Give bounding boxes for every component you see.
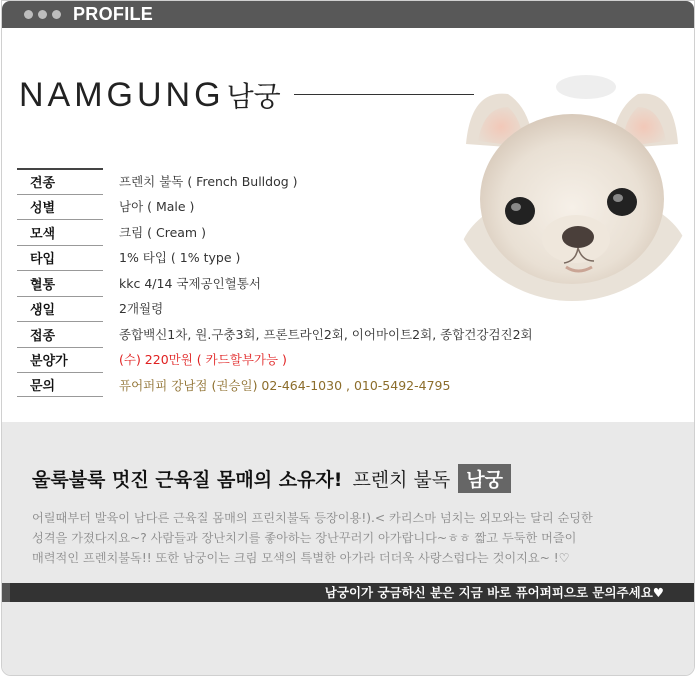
info-row-pedigree [17, 270, 261, 296]
header-title: PROFILE [73, 4, 154, 24]
dog-name-en: NAMGUNG [19, 76, 225, 114]
description-heading-name-tag: 남궁 [458, 464, 511, 493]
info-value: 1% 타입 ( 1% type ) [119, 250, 241, 266]
description-line: 성격을 가졌다지요~? 사람들과 장난치기를 좋아하는 장난꾸러기 아가랍니다~ㅎㅎ 짧고 두둑한 머즐이 [32, 531, 577, 545]
info-label: 혈통 [17, 270, 103, 295]
window-dots-icon [24, 10, 61, 19]
description-line: 매력적인 프렌치불독!! 또한 남궁이는 크림 모색의 특별한 아가라 더더욱 사랑스럽다는 것이지요~ !♡ [32, 551, 570, 565]
info-label: 타입 [17, 245, 103, 270]
info-value: kkc 4/14 국제공인혈통서 [119, 275, 261, 291]
info-row-birthday [17, 296, 164, 322]
info-table [17, 168, 533, 398]
contact-cta-text: 남궁이가 궁금하신 분은 지금 바로 퓨어퍼피으로 문의주세요♥ [324, 585, 664, 600]
dog-name-kr: 남궁 [226, 80, 281, 113]
info-value-contact: 퓨어퍼피 강남점 (권승일) 02-464-1030 , 010-5492-4795 [119, 377, 451, 393]
description-line: 어릴때부터 발육이 남다른 근육질 몸매의 프린치불독 등장이용!).< 카리스마 넘치는 외모와는 달리 순딩한 [32, 511, 593, 525]
info-value: 남아 ( Male ) [119, 199, 195, 215]
info-value: 2개월령 [119, 301, 164, 317]
info-value: 크림 ( Cream ) [119, 224, 206, 240]
info-label: 분양가 [17, 347, 103, 372]
info-row-contact [17, 372, 451, 398]
description-heading-breed: 프렌치 불독 [352, 469, 451, 491]
description-panel [2, 422, 694, 676]
info-row-vaccination [17, 321, 533, 347]
info-label: 모색 [17, 219, 103, 244]
profile-card [1, 0, 695, 676]
name-divider [294, 94, 474, 95]
info-row-type [17, 245, 241, 271]
header-bar [2, 1, 694, 28]
info-value-price: (수) 220만원 ( 카드할부가능 ) [119, 352, 287, 368]
info-row-color [17, 219, 206, 245]
info-value: 종합백신1차, 원.구충3회, 프론트라인2회, 이어마이트2회, 종합건강검진2회 [119, 326, 533, 342]
info-row-price [17, 347, 287, 373]
info-label: 생일 [17, 296, 103, 321]
contact-cta-bar [2, 583, 694, 602]
info-label: 접종 [17, 321, 103, 346]
info-label: 성별 [17, 194, 103, 219]
info-row-gender [17, 194, 195, 220]
description-heading-bold: 울룩불룩 멋진 근육질 몸매의 소유자! [32, 469, 343, 491]
french-bulldog-puppy-photo-icon [446, 49, 695, 301]
description-heading [32, 464, 511, 493]
info-value: 프렌치 불독 ( French Bulldog ) [119, 173, 298, 189]
info-label: 견종 [17, 168, 103, 193]
info-label: 문의 [17, 372, 103, 397]
dog-name [19, 75, 281, 115]
description-text [32, 508, 672, 568]
info-row-breed [17, 168, 298, 194]
